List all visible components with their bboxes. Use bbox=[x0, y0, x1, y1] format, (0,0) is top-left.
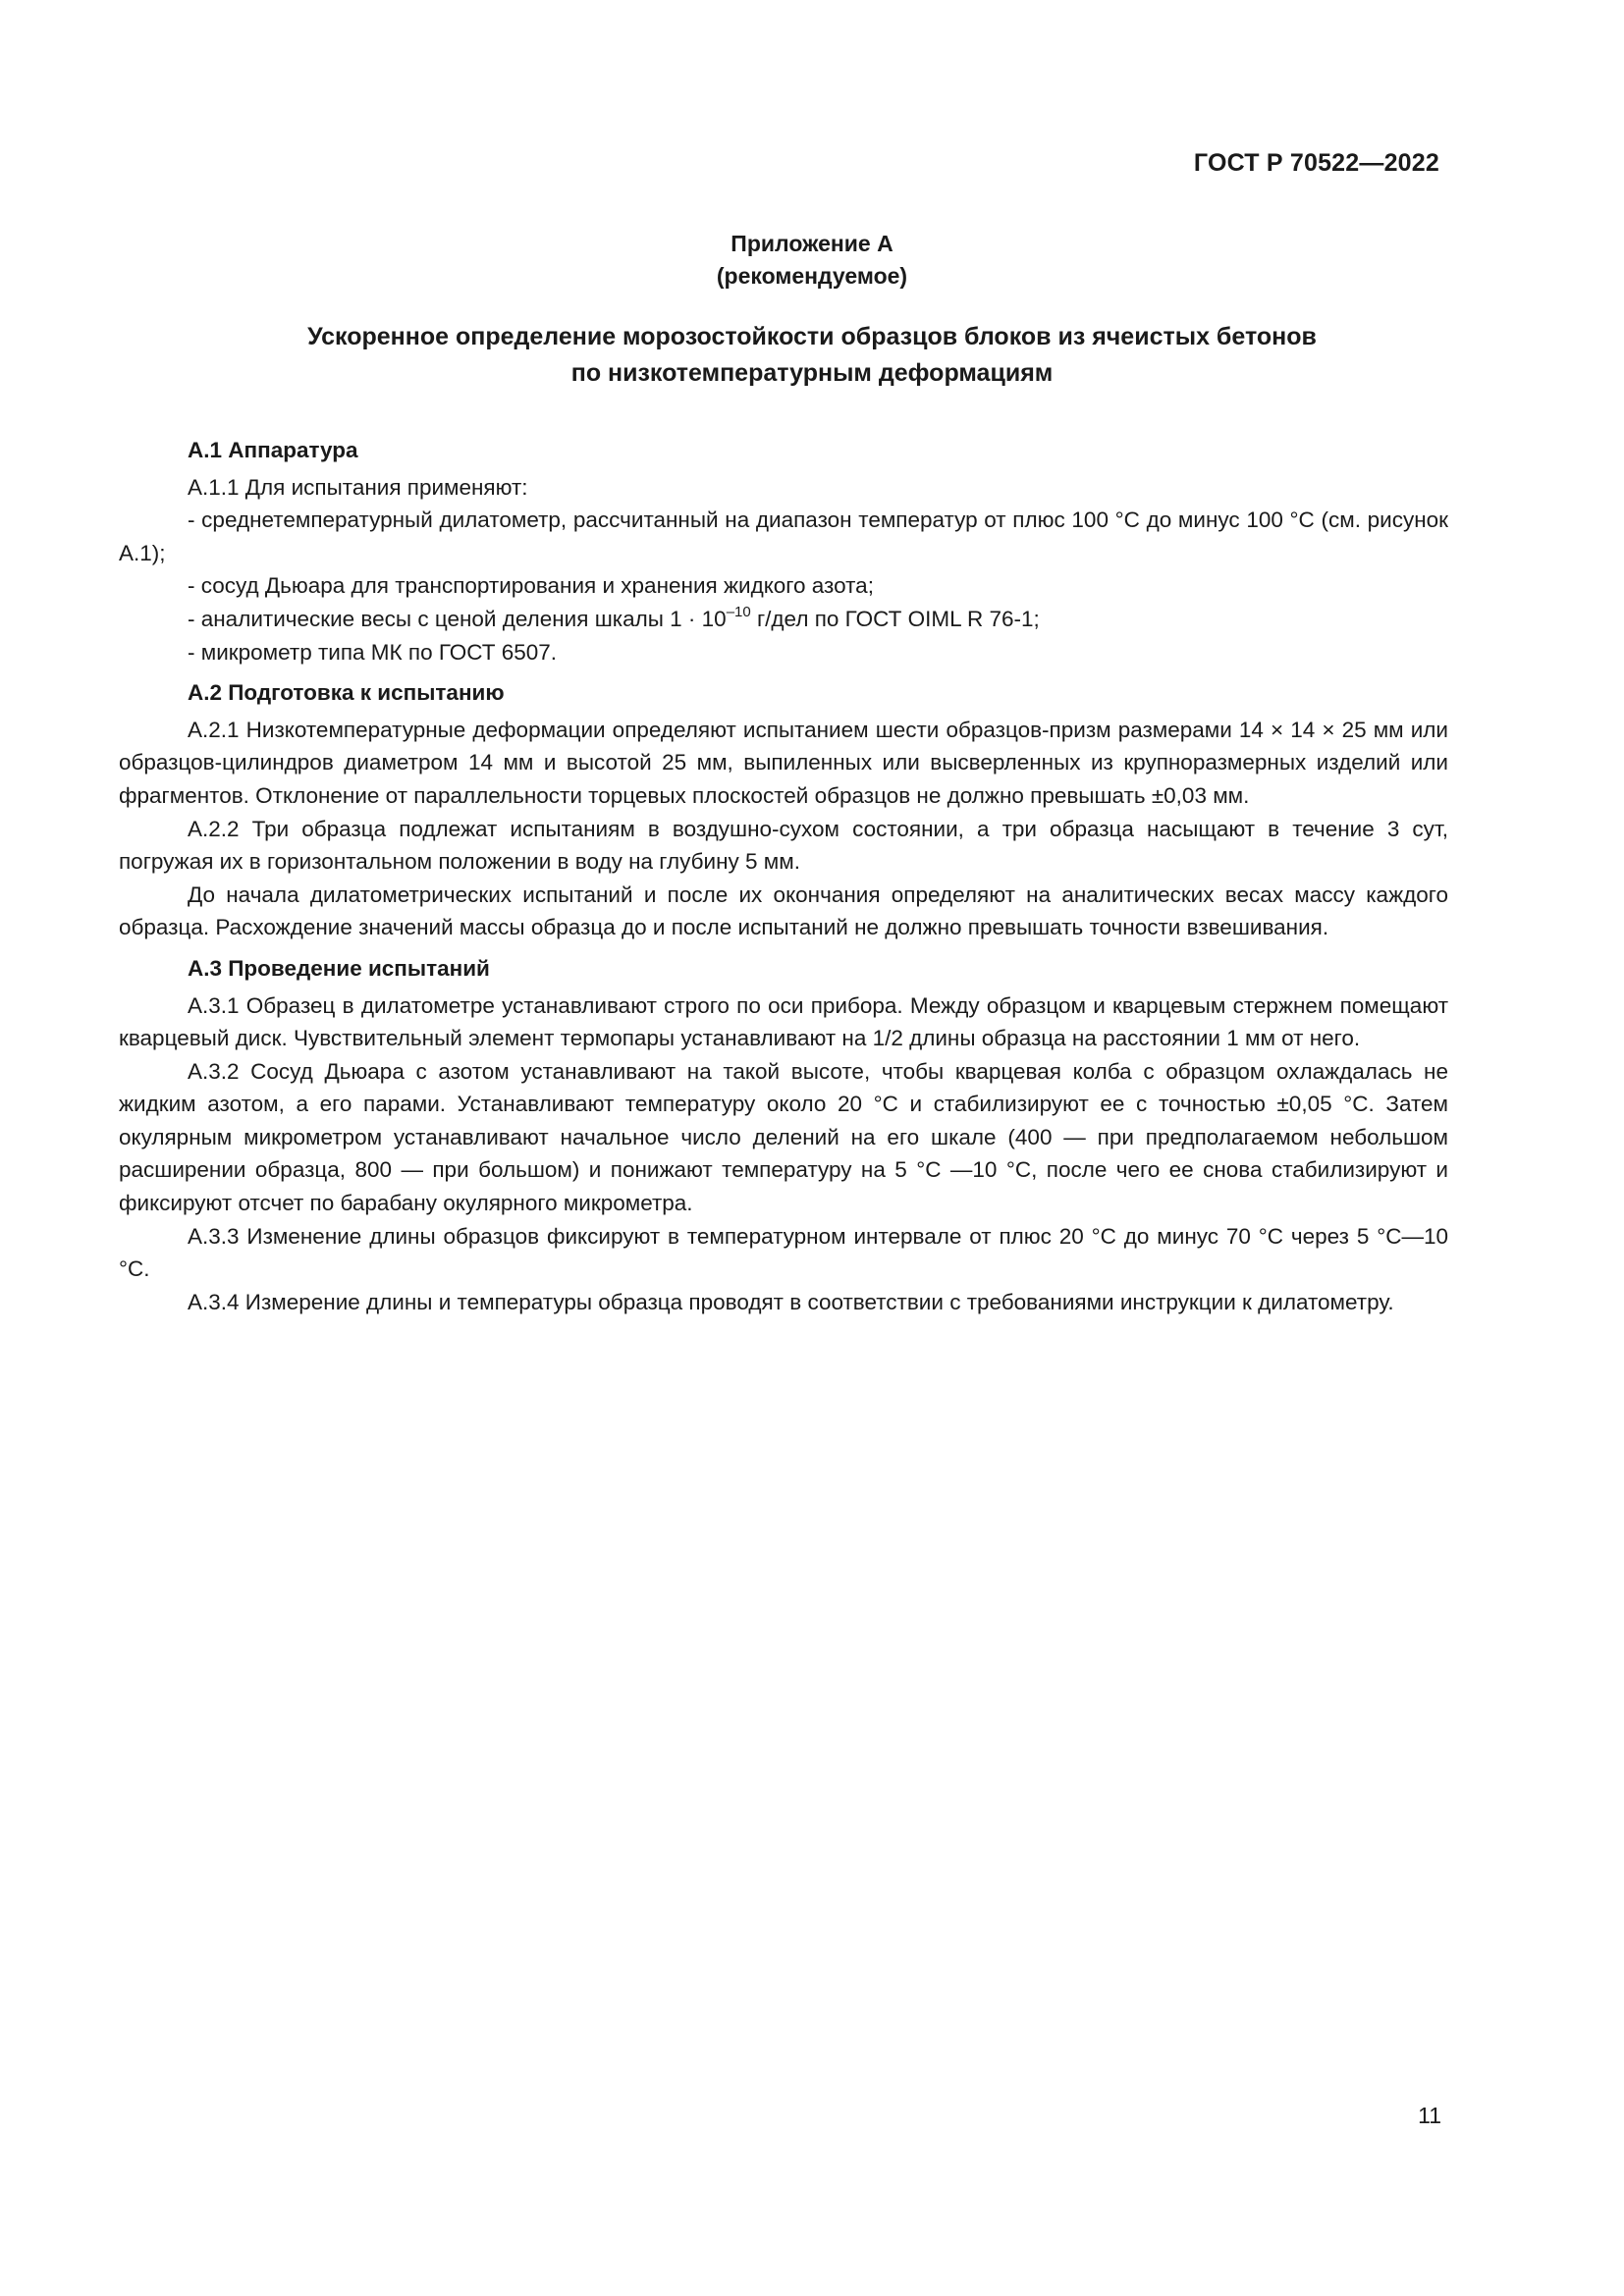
paragraph-a2-1: А.2.1 Низкотемпературные деформации определяют испытанием шести образцов-призм размерами 14 × 14 × 25 мм или образцов-цилиндров диаметром 14 мм и высотой 25 мм, выпиленных или высверленных из крупноразмерных изделий или фрагментов. Отклонение от параллельности торцевых плоскостей образцов не должно превышать ±0,03 мм. bbox=[119, 717, 1448, 808]
paragraph-a2-3: До начала дилатометрических испытаний и после их окончания определяют на аналитических весах массу каждого образца. Расхождение значений массы образца до и после испытаний не должно превышать точности взвешивания. bbox=[119, 881, 1448, 940]
section-a2-heading: А.2 Подготовка к испытанию bbox=[188, 680, 505, 706]
list-item-scales bbox=[119, 603, 1448, 636]
document-code: ГОСТ Р 70522—2022 bbox=[1193, 149, 1439, 177]
paragraph-a3-4: А.3.4 Измерение длины и температуры образца проводят в соответствии с требованиями инструкции к дилатометру. bbox=[188, 1289, 1394, 1314]
scales-exponent: –10 bbox=[726, 603, 751, 620]
list-item-micrometer: - микрометр типа МК по ГОСТ 6507. bbox=[188, 639, 558, 665]
annex-heading bbox=[0, 228, 1624, 293]
section-a1-heading: А.1 Аппаратура bbox=[188, 438, 358, 462]
list-item-dewar: - сосуд Дьюара для транспортирования и хранения жидкого азота; bbox=[188, 573, 874, 599]
paragraph-a3-1: А.3.1 Образец в дилатометре устанавливают строго по оси прибора. Между образцом и кварцевым стержнем помещают кварцевый диск. Чувствительный элемент термопары устанавливают на 1/2 длины образца на расстоянии 1 мм от него. bbox=[119, 992, 1448, 1051]
paragraph-a3-2: А.3.2 Сосуд Дьюара с азотом устанавливают на такой высоте, чтобы кварцевая колба с образцом охлаждалась не жидким азотом, а его парами. Устанавливают температуру около 20 °С и стабилизируют ее с точностью ±0,05 °С. Затем окулярным микрометром устанавливают начальное число делений на его шкале (400 — при предполагаемом небольшом расширении образца, 800 — при большом) и понижают температуру на 5 °С —10 °С, после чего ее снова стабилизируют и фиксируют отсчет по барабану окулярного микрометра. bbox=[119, 1058, 1448, 1216]
document-body bbox=[119, 434, 1448, 1318]
annex-label: Приложение А bbox=[731, 231, 893, 256]
scales-text-start: - аналитические весы с ценой деления шкалы 1 · 10 bbox=[188, 606, 727, 631]
paragraph-a2-2: А.2.2 Три образца подлежат испытаниям в воздушно-сухом состоянии, а три образца насыщают в течение 3 сут, погружая их в горизонтальном положении в воду на глубину 5 мм. bbox=[119, 816, 1448, 875]
annex-title-line-2: по низкотемпературным деформациям bbox=[570, 359, 1054, 387]
page-number: 11 bbox=[1418, 2103, 1441, 2128]
annex-status: (рекомендуемое) bbox=[716, 263, 908, 289]
paragraph-a1-1: А.1.1 Для испытания применяют: bbox=[188, 474, 528, 500]
section-a3-heading: А.3 Проведение испытаний bbox=[188, 955, 490, 981]
list-item-dilatometer: - среднетемпературный дилатометр, рассчитанный на диапазон температур от плюс 100 °С до минус 100 °С (см. рисунок А.1); bbox=[119, 507, 1448, 565]
scales-text-end: г/дел по ГОСТ OIML R 76-1; bbox=[750, 606, 1040, 631]
annex-title bbox=[0, 319, 1624, 392]
paragraph-a3-3: А.3.3 Изменение длины образцов фиксируют в температурном интервале от плюс 20 °С до минус 70 °С через 5 °С—10 °С. bbox=[119, 1223, 1448, 1282]
annex-title-line-1: Ускоренное определение морозостойкости образцов блоков из ячеистых бетонов bbox=[307, 323, 1317, 350]
